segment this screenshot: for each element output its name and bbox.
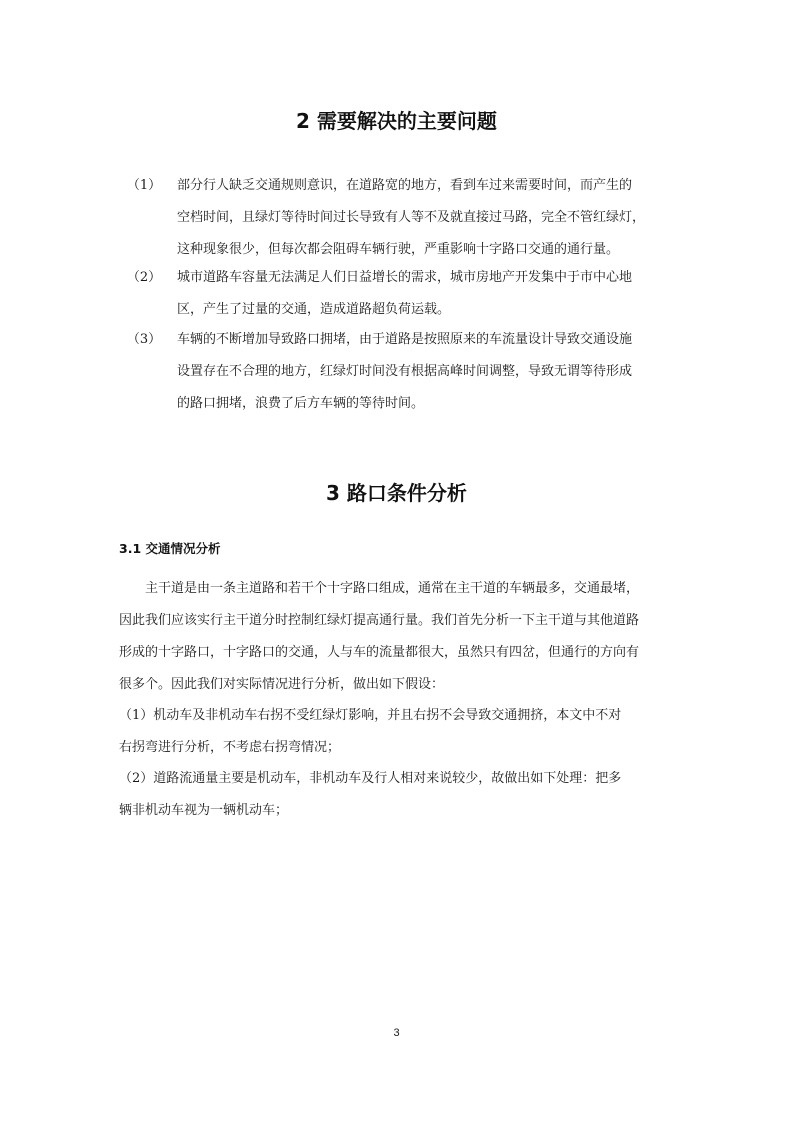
text-line: （1）机动车及非机动车右拐不受红绿灯影响，并且右拐不会导致交通拥挤，本文中不对: [119, 708, 622, 723]
traffic-analysis-paragraph: [119, 573, 679, 701]
text-line: 右拐弯进行分析，不考虑右拐弯情况；: [119, 740, 341, 755]
problem-item-text: [177, 324, 679, 420]
text-line: 的路口拥堵，浪费了后方车辆的等待时间。: [177, 396, 425, 411]
text-line: 空档时间，且绿灯等待时间过长导致有人等不及就直接过马路，完全不管红绿灯，: [177, 210, 646, 225]
text-line: 形成的十字路口，十字路口的交通，人与车的流量都很大，虽然只有四岔，但通行的方向有: [119, 645, 640, 660]
text-line: 设置存在不合理的地方，红绿灯时间没有根据高峰时间调整，导致无谓等待形成: [177, 364, 633, 379]
assumption-1: [119, 700, 679, 764]
page-number: 3: [393, 1027, 400, 1039]
text-line: 这种现象很少，但每次都会阻碍车辆行驶，严重影响十字路口交通的通行量。: [177, 242, 620, 257]
problem-item-text: [177, 262, 679, 326]
text-line: 因此我们应该实行主干道分时控制红绿灯提高通行量。我们首先分析一下主干道与其他道路: [119, 613, 640, 628]
text-line: 车辆的不断增加导致路口拥堵，由于道路是按照原来的车流量设计导致交通设施: [177, 332, 633, 347]
text-line: 很多个。因此我们对实际情况进行分析，做出如下假设：: [119, 677, 445, 692]
section-3-heading: 3 路口条件分析: [326, 481, 467, 505]
problem-item-number: （3）: [126, 332, 162, 347]
text-line: 主干道是由一条主道路和若干个十字路口组成，通常在主干道的车辆最多，交通最堵，: [119, 581, 640, 596]
section-2-heading: 2 需要解决的主要问题: [296, 109, 497, 133]
subsection-3-1-heading: 3.1 交通情况分析: [119, 541, 221, 556]
problem-item-text: [177, 170, 679, 266]
assumption-2: [119, 763, 679, 827]
text-line: 城市道路车容量无法满足人们日益增长的需求，城市房地产开发集中于市中心地: [177, 270, 633, 285]
problem-item-number: （1）: [126, 178, 162, 193]
problem-item-number: （2）: [126, 270, 162, 285]
text-line: 部分行人缺乏交通规则意识，在道路宽的地方，看到车过来需要时间，而产生的: [177, 178, 633, 193]
text-line: 区，产生了过量的交通，造成道路超负荷运载。: [177, 302, 451, 317]
text-line: 辆非机动车视为一辆机动车；: [119, 803, 289, 818]
text-line: （2）道路流通量主要是机动车，非机动车及行人相对来说较少，故做出如下处理：把多: [119, 771, 622, 786]
